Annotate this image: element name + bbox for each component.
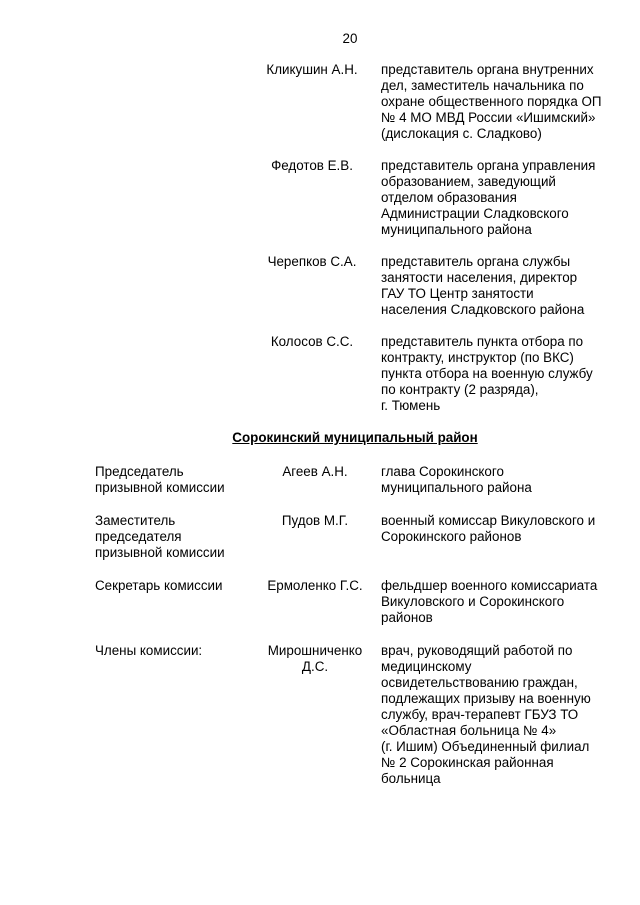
commission-role-members: Члены комиссии:	[95, 643, 203, 658]
commission-name-deputy: Пудов М.Г.	[281, 513, 349, 528]
section-title: Сорокинский муниципальный район	[232, 430, 478, 445]
commission-name-chair: Агеев А.Н.	[282, 464, 348, 479]
member-description-cherepkov: представитель органа службы занятости населения, директор ГАУ ТО Центр занятости населения Сладковского района	[381, 254, 585, 317]
commission-description-deputy: военный комиссар Викуловского и Сорокинского районов	[381, 513, 596, 544]
commission-name-member: Мирошниченко Д.С.	[267, 643, 363, 674]
member-name-fedotov: Федотов Е.В.	[271, 158, 353, 173]
commission-name-secretary: Ермоленко Г.С.	[267, 578, 363, 593]
member-name-kolosov: Колосов С.С.	[270, 334, 354, 349]
member-description-kolosov: представитель пункта отбора по контракту, инструктор (по ВКС) пункта отбора на военную службу по контракту (2 разряда), г. Тюмень	[381, 334, 593, 413]
commission-role-deputy: Заместитель председателя призывной комиссии	[95, 513, 225, 560]
member-description-fedotov: представитель органа управления образованием, заведующий отделом образования Администрации Сладковского муниципального района	[381, 158, 596, 237]
commission-description-member: врач, руководящий работой по медицинскому освидетельствованию граждан, подлежащих призыву на военную службу, врач-терапевт ГБУЗ ТО «Областная больница № 4» (г. Ишим) Объединенный филиал № 2 Сорокинская районная больница	[381, 643, 591, 786]
page-number: 20	[342, 31, 358, 46]
commission-description-chair: глава Сорокинского муниципального района	[381, 464, 532, 495]
commission-role-chair: Председатель призывной комиссии	[95, 464, 225, 495]
member-name-klikushin: Кликушин А.Н.	[266, 62, 358, 77]
commission-description-secretary: фельдшер военного комиссариата Викуловского и Сорокинского районов	[381, 578, 598, 625]
member-name-cherepkov: Черепков С.А.	[267, 254, 357, 269]
member-description-klikushin: представитель органа внутренних дел, заместитель начальника по охране общественного порядка ОП № 4 МО МВД России «Ишимский» (дислокация с. Сладково)	[381, 62, 602, 141]
commission-role-secretary: Секретарь комиссии	[95, 578, 223, 593]
